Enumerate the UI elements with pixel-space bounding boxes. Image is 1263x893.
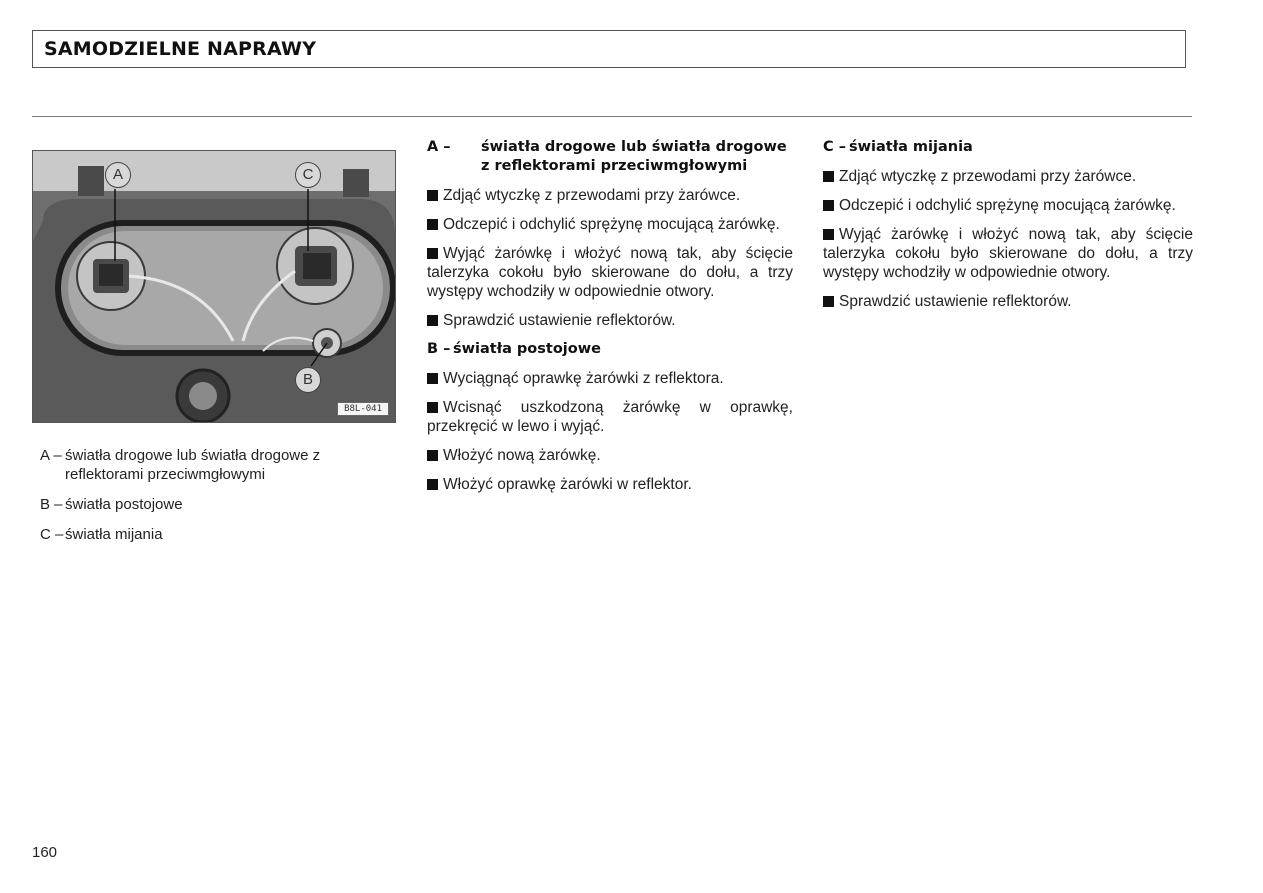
- column-middle: [427, 138, 793, 504]
- figure-code: B8L-041: [337, 402, 389, 416]
- section-a-title: [427, 138, 793, 176]
- callout-b: B: [295, 367, 321, 393]
- step-item: [823, 167, 1193, 186]
- section-b-title: [427, 340, 793, 359]
- step-item: [427, 311, 793, 330]
- legend-letter: C –: [40, 526, 64, 543]
- bullet-icon: [823, 171, 834, 182]
- step-item: [427, 398, 793, 436]
- legend-item: [40, 495, 400, 514]
- section-b-heading: światła postojowe: [453, 341, 601, 357]
- bullet-icon: [823, 296, 834, 307]
- bullet-icon: [427, 450, 438, 461]
- step-item: [427, 475, 793, 494]
- section-c-letter: C –: [823, 139, 846, 155]
- step-text: Zdjąć wtyczkę z przewodami przy żarówce.: [839, 168, 1137, 185]
- bullet-icon: [427, 248, 438, 259]
- legend-text: światła drogowe lub światła drogowe z reflektorami przeciwmgłowymi: [65, 447, 321, 483]
- legend-letter: B –: [40, 496, 63, 513]
- divider: [32, 116, 1192, 117]
- step-item: [427, 446, 793, 465]
- step-text: Sprawdzić ustawienie reflektorów.: [443, 312, 676, 329]
- legend-item: [40, 446, 400, 484]
- section-a-heading: światła drogowe lub światła drogowe z reflektorami przeciwmgłowymi: [481, 139, 787, 174]
- legend-letter: A –: [40, 447, 62, 464]
- step-item: [823, 292, 1193, 311]
- legend-text: światła mijania: [65, 526, 163, 543]
- step-item: [823, 225, 1193, 282]
- step-item: [427, 369, 793, 388]
- callout-c: C: [295, 162, 321, 188]
- section-header: [32, 30, 1186, 68]
- step-item: [823, 196, 1193, 215]
- bullet-icon: [823, 200, 834, 211]
- headlight-illustration: [33, 151, 396, 423]
- step-text: Wyjąć żarówkę i włożyć nową tak, aby ścięcie talerzyka cokołu było skierowane do dołu, a trzy występy wchodziły w odpowiednie otwory.: [823, 226, 1193, 281]
- step-text: Odczepić i odchylić sprężynę mocującą żarówkę.: [443, 216, 780, 233]
- step-text: Wyjąć żarówkę i włożyć nową tak, aby ścięcie talerzyka cokołu było skierowane do dołu, a trzy występy wchodziły w odpowiednie otwory.: [427, 245, 793, 300]
- bullet-icon: [823, 229, 834, 240]
- column-right: [823, 138, 1193, 321]
- step-text: Włożyć nową żarówkę.: [443, 447, 601, 464]
- page-number: 160: [32, 844, 58, 861]
- figure-legend: [40, 446, 400, 555]
- step-text: Sprawdzić ustawienie reflektorów.: [839, 293, 1072, 310]
- legend-text: światła postojowe: [65, 496, 183, 513]
- section-a-letter: A –: [427, 139, 451, 155]
- step-item: [427, 186, 793, 205]
- callout-a: A: [105, 162, 131, 188]
- bullet-icon: [427, 219, 438, 230]
- section-b-letter: B –: [427, 341, 451, 357]
- bullet-icon: [427, 373, 438, 384]
- step-item: [427, 244, 793, 301]
- bullet-icon: [427, 315, 438, 326]
- step-text: Wcisnąć uszkodzoną żarówkę w oprawkę, przekręcić w lewo i wyjąć.: [427, 399, 793, 435]
- section-c-title: [823, 138, 1193, 157]
- bullet-icon: [427, 190, 438, 201]
- bullet-icon: [427, 479, 438, 490]
- section-c-heading: światła mijania: [849, 139, 973, 155]
- section-title: SAMODZIELNE NAPRAWY: [44, 38, 317, 60]
- step-text: Zdjąć wtyczkę z przewodami przy żarówce.: [443, 187, 741, 204]
- step-item: [427, 215, 793, 234]
- bullet-icon: [427, 402, 438, 413]
- legend-item: [40, 525, 400, 544]
- step-text: Wyciągnąć oprawkę żarówki z reflektora.: [443, 370, 724, 387]
- headlight-photo: [32, 150, 396, 423]
- step-text: Włożyć oprawkę żarówki w reflektor.: [443, 476, 692, 493]
- step-text: Odczepić i odchylić sprężynę mocującą żarówkę.: [839, 197, 1176, 214]
